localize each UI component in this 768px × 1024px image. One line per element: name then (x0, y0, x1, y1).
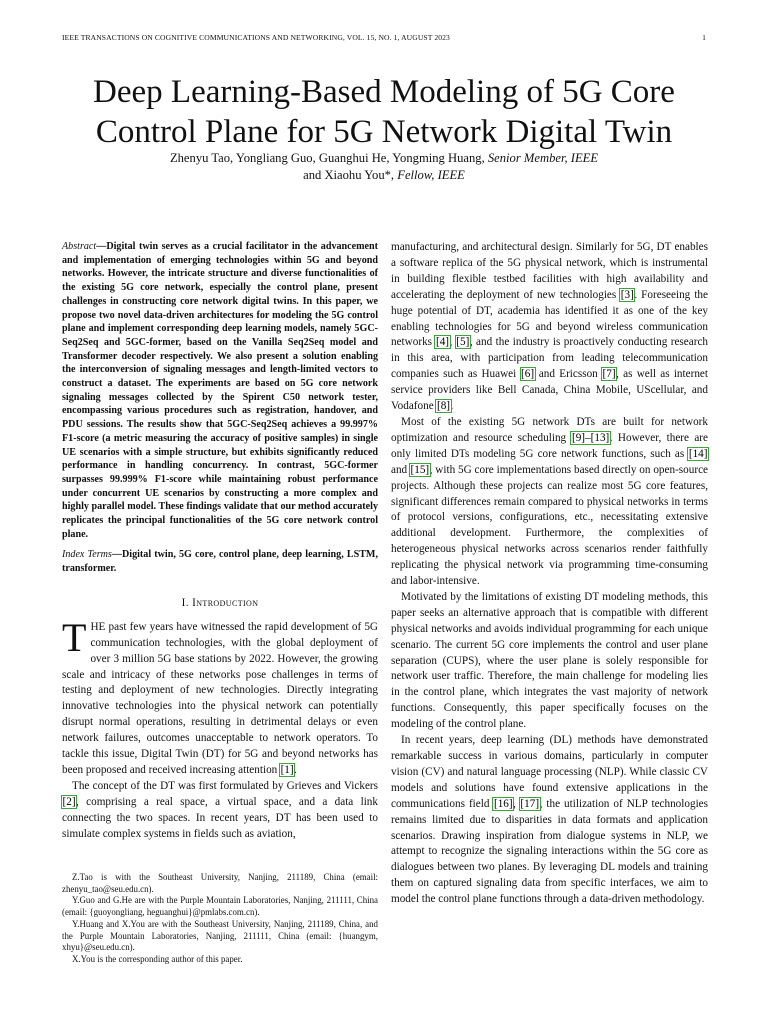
citation-link[interactable]: [6] (521, 368, 535, 381)
citation-link[interactable]: [16] (493, 797, 513, 810)
text-run: manufacturing, and architectural design. Similarly for 5G, DT enables a software replica of the 5G physical network, which is instrumental in building flexible testbed facilities with high availability and accelerating the deployment of new technologies (391, 241, 708, 301)
citation-link[interactable]: [8] (436, 400, 451, 413)
footnote: Z.Tao is with the Southeast University, Nanjing, 211189, China (email: zhenyu_tao@seu.edu.cn). (62, 872, 378, 894)
text-run: , the utilization of NLP technologies remains limited due to disparities in data formats and application scenarios. Drawing inspiration from dialogue systems in NLP, we attempt to recognize the signaling interactions within the 5G core as dialogues between two planes. By leveraging DL models and training them on captured signaling data from specific interfaces, we aim to model the control plane functions through a data-driven methodology. (391, 797, 709, 906)
text-run: and Ericsson (534, 368, 603, 381)
footnote: Y.Guo and G.He are with the Purple Mountain Laboratories, Nanjing, 211111, China (email: {guoyongliang, heguanghui}@pmlabs.com.cn). (62, 895, 378, 918)
author-line-2 (60, 167, 708, 184)
author-role-1: Senior Member, IEEE (487, 151, 599, 165)
text-run: , with 5G core implementations based directly on open-source projects. Although these projects can realize most 5G core features, significant differences remain compared to physical networks in terms of protocol versions, configurations, etc., necessitating extensive additional development. Furthermore, the complexities of heterogeneous physical networks across scenarios render faithfully replicating the physical network via programming time-consuming and labor-intensive. (391, 463, 709, 588)
text-run: , and the industry is proactively conducting research in this area, with participation from leading telecommunication companies such as Huawei (391, 336, 709, 381)
footnotes (62, 872, 378, 966)
citation-link[interactable]: [17] (520, 797, 540, 810)
text-run: . Foreseeing the huge potential of DT, academia has identified it as one of the key enabling technologies for 5G and beyond wireless communication networks (391, 288, 708, 349)
intro-paragraph-1-end: . (294, 763, 297, 776)
right-paragraph-4: In recent years, deep learning (DL) methods have demonstrated remarkable success in various domains, particularly in computer vision (CV) and natural language processing (NLP). While classic CV models and solutions have found extensive applications in the communications field [16], [17], the utilization of NLP technologies remains limited due to disparities in data formats and application scenarios. Drawing inspiration from dialogue systems in NLP, we attempt to recognize the signaling interactions within the 5G core as dialogues between two planes. By leveraging DL models and training them on captured signaling data from specific interfaces, we aim to model the control plane functions through a data-driven methodology. (391, 734, 709, 906)
author-names-1: Zhenyu Tao, Yongliang Guo, Guanghui He, Yongming Huang, (169, 151, 485, 165)
index-terms (62, 548, 378, 575)
page-number: 1 (702, 33, 706, 42)
intro-paragraph-1-text: HE past few years have witnessed the rapid development of 5G communication technologies, with the global deployment of over 3 million 5G base stations by 2022. However, the growing scale and intricacy of these networks pose challenges in terms of testing and deployment of new technologies. Directly integrating innovative technologies into the physical network can potentially disrupt normal operations, resulting in detrimental delays or even network failures, outcomes unacceptable to network operators. To tackle this issue, Digital Twin (DT) for 5G and beyond networks has been proposed and received increasing attention (62, 620, 378, 776)
section-title: Introduction (192, 596, 259, 609)
right-column (391, 240, 708, 908)
footnote: X.You is the corresponding author of this paper. (72, 953, 243, 964)
author-role-2: Fellow, IEEE (397, 168, 465, 182)
intro-paragraph-2-cont: , comprising a real space, a virtual space, and a data link connecting the two spaces. In recent years, DT has been used to simulate complex systems in fields such as aviation, (62, 795, 378, 840)
index-terms-lead: Index Terms (62, 549, 112, 561)
author-names-2: and Xiaohu You*, (303, 168, 395, 182)
journal-line: IEEE TRANSACTIONS ON COGNITIVE COMMUNICATIONS AND NETWORKING, VOL. 15, NO. 1, AUGUST 2023 (62, 33, 450, 42)
left-column (62, 240, 378, 842)
citation-link[interactable]: [5] (456, 336, 470, 349)
abstract-text: —Digital twin serves as a crucial facilitator in the advancement and implementation of emerging technologies within 5G and beyond networks. However, the intricate structure and diverse functionalities of the existing 5G core network, especially the control plane, present challenges in constructing core network digital twins. In this paper, we propose two novel data-driven architectures for modeling the 5G control plane and implement corresponding deep learning models, namely 5GC-Seq2Seq and 5GC-former, based on the Vanilla Seq2Seq model and Transformer decoder respectively. We also present a solution enabling the interconversion of signaling messages and length-limited vectors to construct a dataset. The experiments are based on 5G core network signaling messages collected by the Spirent C50 network tester, encompassing various procedures such as registration, handover, and PDU sessions. The results show that 5GC-Seq2Seq achieves a 99.997% F1-score (a metric measuring the accuracy of positive samples) in single UE scenarios with a simple structure, but exhibits significantly reduced performance in handling concurrency. In contrast, 5GC-former surpasses 99.999% F1-score while maintaining robust performance under concurrent UE scenarios by constructing a more complex and highly parallel model. These findings validate that our method accurately replicates the principal functionalities of the 5G core network control plane. (62, 241, 378, 540)
text-run: Most of the existing 5G network DTs are built for network optimization and resource scheduling (391, 415, 708, 444)
text-run: In recent years, deep learning (DL) methods have demonstrated remarkable success in various domains, particularly in computer vision (CV) and natural language processing (NLP). While classic CV models and solutions have found extensive applications in the communications field (391, 734, 708, 810)
index-terms-text: —Digital twin, 5G core, control plane, deep learning, LSTM, transformer. (62, 549, 378, 575)
abstract-lead: Abstract (62, 241, 97, 252)
section-heading-introduction (62, 596, 378, 612)
right-paragraph-2 (391, 415, 708, 590)
text-run: . However, there are only limited DTs modeling 5G core network functions, such as (391, 431, 708, 460)
citation-link[interactable]: [15] (410, 463, 430, 476)
paper-title: Deep Learning-Based Modeling of 5G Core Control Plane for 5G Network Digital Twin (93, 74, 675, 150)
citation-link[interactable]: [14] (688, 447, 708, 460)
citation-link[interactable]: [9]–[13] (571, 431, 610, 444)
citation-link[interactable]: [4] (435, 336, 450, 349)
citation-link[interactable]: [7] (602, 368, 616, 381)
drop-cap: T (62, 614, 87, 660)
citation-link[interactable]: [1] (280, 763, 294, 776)
right-paragraph-3: Motivated by the limitations of existing DT modeling methods, this paper seeks an alternative approach that is compatible with different physical networks and avoids individual programming for each unique scenario. The current 5G core implements the control and user plane separation (CUPS), where the user plane is solely responsible for network user traffic. Therefore, the main challenge for modeling lies in the control plane, which integrates the vast majority of network functions. Consequently, this paper specifically focuses on the modeling of the control plane. (391, 590, 708, 731)
author-list (60, 150, 708, 184)
footnote: Y.Huang and X.You are with the Southeast University, Nanjing, 211189, China, and the Purple Mountain Laboratories, Nanjing, 211111, China (email: {huangym, xhyu}@seu.edu.cn). (62, 918, 378, 953)
running-header (62, 33, 706, 42)
abstract (62, 240, 378, 541)
text-run: and (391, 463, 410, 476)
intro-paragraph-1 (62, 614, 378, 779)
author-line-1 (60, 150, 708, 167)
intro-paragraph-2-text: The concept of the DT was first formulated by Grieves and Vickers (72, 779, 378, 792)
intro-paragraph-2 (62, 779, 378, 843)
text-run: . (450, 400, 454, 413)
right-paragraph-1: manufacturing, and architectural design. Similarly for 5G, DT enables a software replica of the 5G physical network, which is instrumental in building flexible testbed facilities with high availability and accelerating the deployment of new technologies [3]. Foreseeing the huge potential of DT, academia has identified it as one of the key enabling technologies for 5G and beyond wireless communication networks [4], [5], and the industry is proactively conducting research in this area, with participation from leading telecommunication companies such as Huawei [6] and Ericsson [7], as well as internet service providers like Bell Canada, China Mobile, UScellular, and Vodafone [8]. (391, 241, 709, 413)
section-number: I. (181, 596, 189, 609)
citation-link[interactable]: [2] (62, 795, 76, 808)
text-run: , as well as internet service providers like Bell Canada, China Mobile, UScellular, and Vodafone (391, 368, 708, 413)
citation-link[interactable]: [3] (620, 288, 634, 301)
